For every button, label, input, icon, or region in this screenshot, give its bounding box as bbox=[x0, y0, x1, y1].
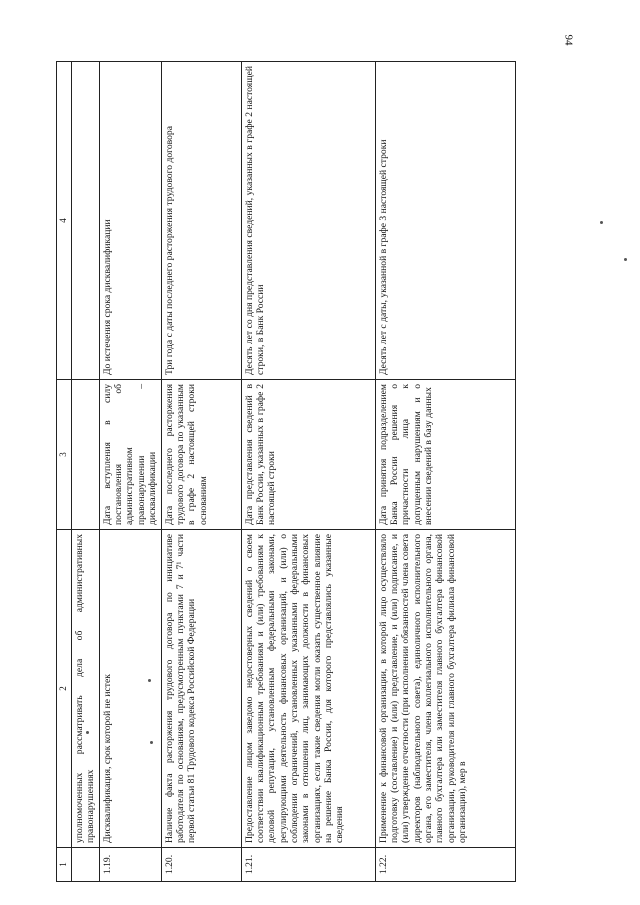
row-number-cell: 1.19. bbox=[99, 848, 161, 882]
scan-speck bbox=[600, 221, 603, 224]
table-row bbox=[241, 62, 375, 882]
row-number-cell: 1.20. bbox=[161, 848, 241, 882]
ground-cell: Предоставление лицом заведомо недостоверных сведений о своем соответствии квалификационным требованиям и (или) требованиям к деловой репутации, установленным федеральными законами, регулирующими деятельность финансовых организаций, и (или) о соблюдении ограничений, установленных указанными федеральными законами в отношении лиц, занимающих должности в финансовых организациях, если такие сведения могли оказать существенное влияние на решение Банка России, для которого представлялись указанные сведения bbox=[241, 530, 375, 848]
table-row bbox=[72, 62, 100, 882]
row-number-cell: 1.21. bbox=[241, 848, 375, 882]
start-date-cell: Дата вступления в силу постановления об административном правонарушении – дисквалификации bbox=[99, 380, 161, 530]
term-cell: Десять лет со дня представления сведений, указанных в графе 2 настоящей строки, в Банк России bbox=[241, 62, 375, 380]
landscape-table-container bbox=[56, 62, 596, 882]
ground-cell: Дисквалификация, срок которой не истек bbox=[99, 530, 161, 848]
ground-cell: Применение к финансовой организации, в которой лицо осуществляло подготовку (составление) и (или) представление, и (или) подписание, и (или) утверждение отчетности (при исполнении обязанностей члена совета директоров (наблюдательного совета), единоличного исполнительного органа, его заместителя, члена коллегиального исполнительного органа, главного бухгалтера или заместителя главного бухгалтера финансовой организации, руководителя или главного бухгалтера филиала финансовой организации), мер в bbox=[375, 530, 515, 848]
column-number: 3 bbox=[57, 380, 72, 530]
column-number-row bbox=[57, 62, 72, 882]
requirements-table bbox=[56, 61, 516, 882]
table-row bbox=[161, 62, 241, 882]
scan-speck bbox=[624, 258, 627, 261]
rotated-page-content bbox=[56, 62, 596, 882]
continuation-text: уполномоченных рассматривать дела об административных правонарушениях bbox=[72, 530, 100, 848]
start-date-cell: Дата принятия подразделением Банка России решения о причастности лица к допущенным нарушениям и о внесении сведений в базу данных bbox=[375, 380, 515, 530]
ground-cell: Наличие факта расторжения трудового договора по инициативе работодателя по основаниям, предусмотренным пунктами 7 и 7¹ части первой статьи 81 Трудового кодекса Российской Федерации bbox=[161, 530, 241, 848]
column-number: 1 bbox=[57, 848, 72, 882]
start-date-cell: Дата последнего расторжения трудового договора по указанным в графе 2 настоящей строки основаниям bbox=[161, 380, 241, 530]
table-row bbox=[99, 62, 161, 882]
empty-cell bbox=[72, 62, 100, 380]
page-number: 94 bbox=[562, 34, 575, 46]
term-cell: Три года с даты последнего расторжения трудового договора bbox=[161, 62, 241, 380]
term-cell: Десять лет с даты, указанной в графе 3 настоящей строки bbox=[375, 62, 515, 380]
table-row bbox=[375, 62, 515, 882]
column-number: 2 bbox=[57, 530, 72, 848]
term-cell: До истечения срока дисквалификации bbox=[99, 62, 161, 380]
row-number-cell bbox=[72, 848, 100, 882]
empty-cell bbox=[72, 380, 100, 530]
start-date-cell: Дата представления сведений в Банк России, указанных в графе 2 настоящей строки bbox=[241, 380, 375, 530]
column-number: 4 bbox=[57, 62, 72, 380]
row-number-cell: 1.22. bbox=[375, 848, 515, 882]
